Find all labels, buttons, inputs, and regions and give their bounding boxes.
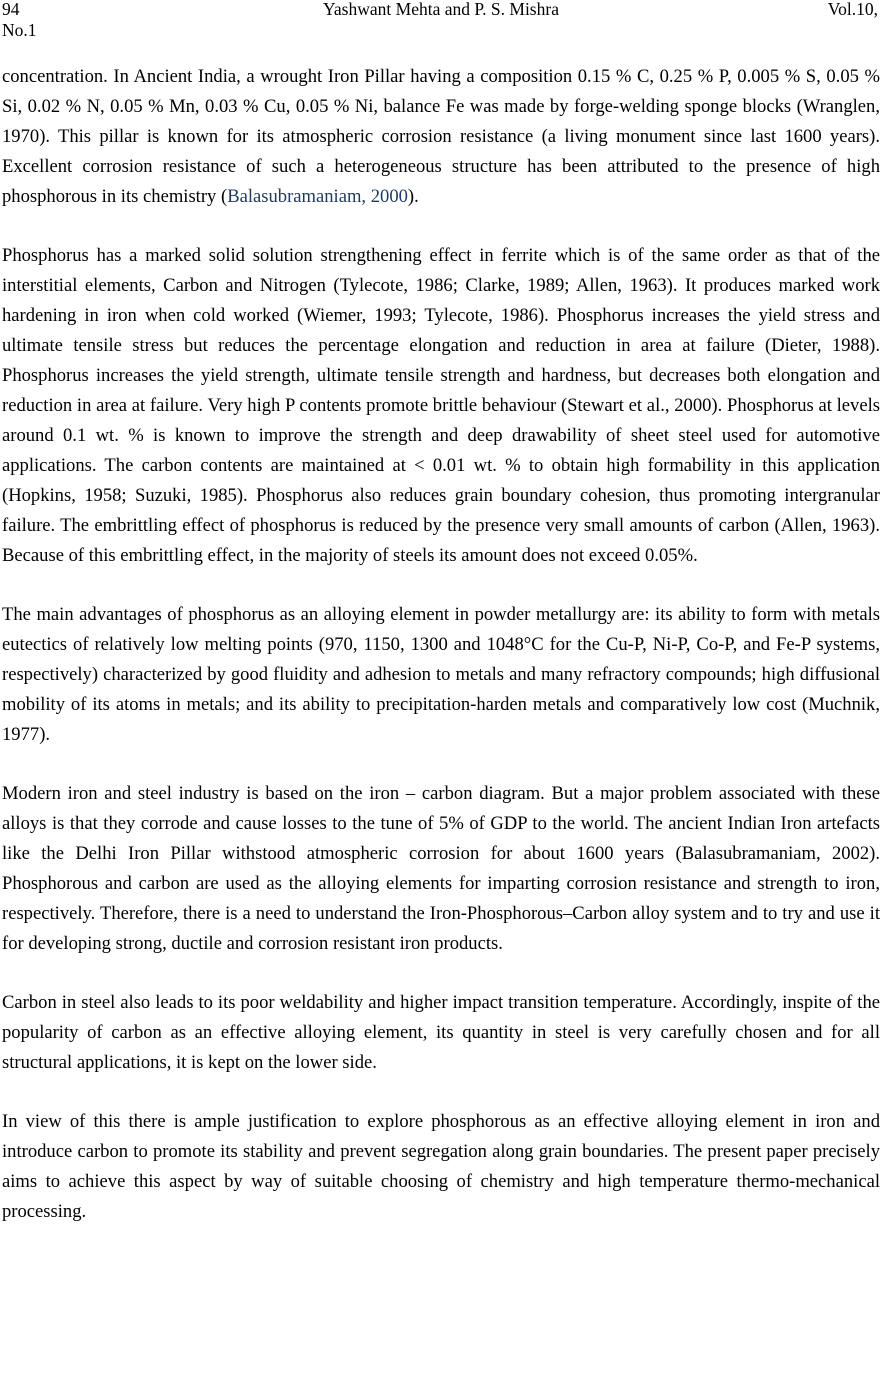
running-header [2, 0, 880, 46]
header-issue: No.1 [2, 20, 37, 40]
paragraph-3: The main advantages of phosphorus as an alloying element in powder metallurgy are: its ability to form with metals eutectics of relatively low melting points (970, 1150, 1300 and 1048°C for the Cu-P, Ni-P, Co-P, and Fe-P systems, respectively) characterized by good fluidity and adhesion to metals and many refractory compounds; high diffusional mobility of its atoms in metals; and its ability to precipitation-harden metals and comparatively low cost (Muchnik, 1977). [2, 604, 880, 745]
page-number: 94 [2, 0, 20, 19]
paragraph-4: Modern iron and steel industry is based on the iron – carbon diagram. But a major problem associated with these alloys is that they corrode and cause losses to the tune of 5% of GDP to the world. The ancient Indian Iron artefacts like the Delhi Iron Pillar withstood atmospheric corrosion for about 1600 years (Balasubramaniam, 2002). Phosphorous and carbon are used as the alloying elements for imparting corrosion resistance and strength to iron, respectively. Therefore, there is a need to understand the Iron-Phosphorous–Carbon alloy system and to try and use it for developing strong, ductile and corrosion resistant iron products. [2, 783, 880, 954]
paragraph-6: In view of this there is ample justification to explore phosphorous as an effective alloying element in iron and introduce carbon to promote its stability and prevent segregation along grain boundaries. The present paper precisely aims to achieve this aspect by way of suitable choosing of chemistry and high temperature thermo-mechanical processing. [2, 1111, 880, 1222]
paragraph-2: Phosphorus has a marked solid solution strengthening effect in ferrite which is of the same order as that of the interstitial elements, Carbon and Nitrogen (Tylecote, 1986; Clarke, 1989; Allen, 1963). It produces marked work hardening in iron when cold worked (Wiemer, 1993; Tylecote, 1986). Phosphorus increases the yield stress and ultimate tensile stress but reduces the percentage elongation and reduction in area at failure (Dieter, 1988). Phosphorus increases the yield strength, ultimate tensile strength and hardness, but decreases both elongation and reduction in area at failure. Very high P contents promote brittle behaviour (Stewart et al., 2000). Phosphorus at levels around 0.1 wt. % is known to improve the strength and deep drawability of sheet steel used for automotive applications. The carbon contents are maintained at < 0.01 wt. % to obtain high formability in this application (Hopkins, 1958; Suzuki, 1985). Phosphorus also reduces grain boundary cohesion, thus promoting intergranular failure. The embrittling effect of phosphorus is reduced by the presence very small amounts of carbon (Allen, 1963). Because of this embrittling effect, in the majority of steels its amount does not exceed 0.05%. [2, 245, 880, 566]
citation-link-balasubramaniam-2000[interactable]: Balasubramaniam, 2000 [227, 186, 408, 207]
paragraph-1-end: ). [407, 186, 419, 207]
article-body [2, 62, 880, 1227]
paragraph-5: Carbon in steel also leads to its poor weldability and higher impact transition temperature. Accordingly, inspite of the popularity of carbon as an effective alloying element, its quantity in steel is very carefully chosen and for all structural applications, it is kept on the lower side. [2, 992, 880, 1073]
document-page [2, 0, 880, 1256]
header-authors: Yashwant Mehta and P. S. Mishra [323, 0, 559, 19]
paragraph-1-text: concentration. In Ancient India, a wrought Iron Pillar having a composition 0.15 % C, 0.25 % P, 0.005 % S, 0.05 % Si, 0.02 % N, 0.05 % Mn, 0.03 % Cu, 0.05 % Ni, balance Fe was made by forge-welding sponge blocks (Wranglen, 1970). This pillar is known for its atmospheric corrosion resistance (a living monument since last 1600 years). Excellent corrosion resistance of such a heterogeneous structure has been attributed to the presence of high phosphorous in its chemistry ( [2, 66, 880, 207]
paragraph-1 [2, 62, 880, 212]
header-volume: Vol.10, [827, 0, 878, 19]
